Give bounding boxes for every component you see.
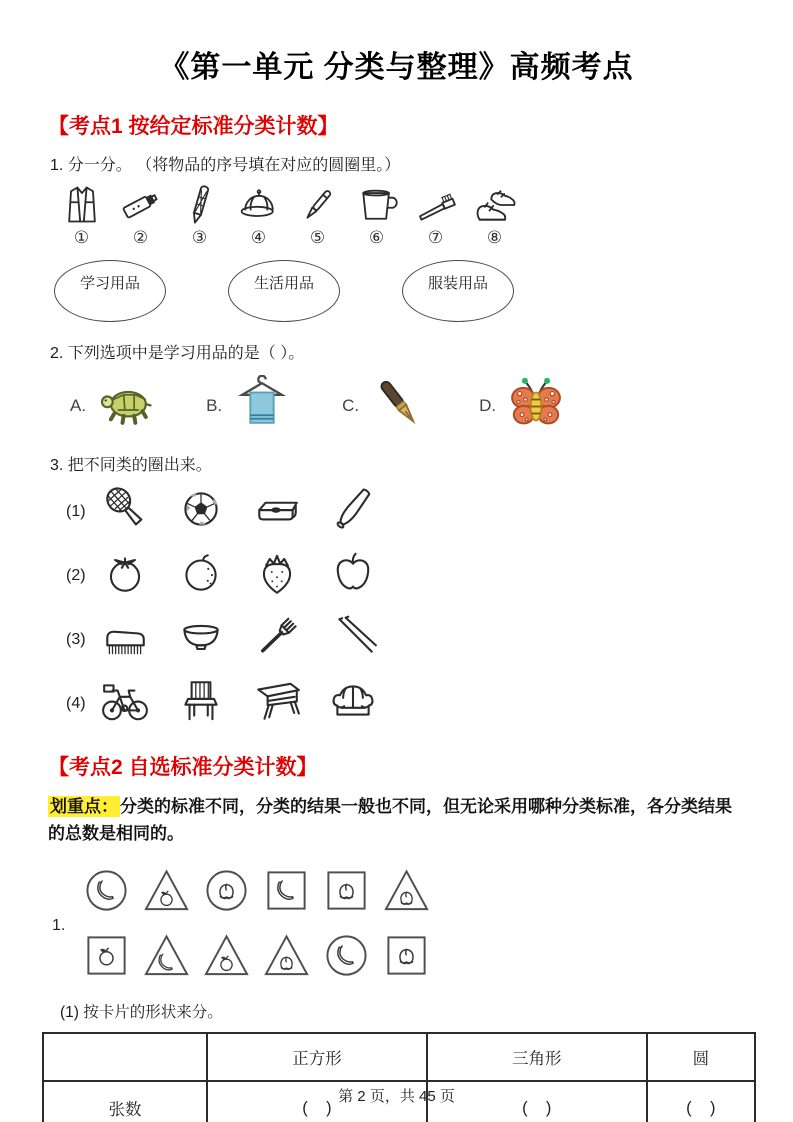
shoes-icon (465, 183, 524, 227)
circle-banana-card (323, 932, 383, 984)
key-point-note (48, 793, 745, 847)
item-number: ② (132, 228, 149, 247)
table-header-square: 正方形 (207, 1033, 427, 1081)
key-point-label: 划重点： (50, 797, 118, 816)
item-number: ⑧ (486, 228, 503, 247)
item-number: ⑤ (309, 228, 326, 247)
square-apple-card (83, 932, 143, 984)
card-row (83, 932, 443, 984)
shape-count-table (42, 1032, 756, 1122)
question1-item (288, 183, 347, 248)
bowl-icon (176, 612, 252, 667)
item-number: ④ (250, 228, 267, 247)
question2-option (70, 375, 154, 436)
row-label: (3) (66, 630, 86, 648)
square-banana-card (263, 867, 323, 919)
row-label: (4) (66, 694, 86, 712)
triangle-banana-card (143, 932, 203, 984)
question2-options-row (70, 375, 745, 436)
key-point-text: 分类的标准不同，分类的结果一般也不同，但无论采用哪种分类标准，各分类结果的总数是相同的。 (48, 797, 732, 844)
section2-heading: 【考点2 自选标准分类计数】 (48, 756, 318, 779)
chair-icon (176, 676, 252, 731)
question2-option (479, 375, 564, 436)
question3-rows (48, 484, 745, 731)
question1-item (229, 183, 288, 248)
question1-text: 1. 分一分。 （将物品的序号填在对应的圆圈里。） (50, 157, 401, 174)
row-label: (2) (66, 566, 86, 584)
triangle-apple-card (203, 932, 263, 984)
category-oval: 生活用品 (228, 260, 340, 322)
question1-item (406, 183, 465, 248)
sub-question1-text: (1) 按卡片的形状来分。 (60, 1004, 223, 1022)
triangle-apple-card (143, 867, 203, 919)
coat-icon (52, 183, 111, 227)
square-peach-card (323, 867, 383, 919)
table-row-label: 张数 (43, 1081, 207, 1122)
table-cell-square-count: ( ) (207, 1081, 427, 1122)
tomato-icon (100, 548, 176, 603)
question3-row (66, 484, 745, 539)
question3-row (66, 612, 745, 667)
item-number: ③ (191, 228, 208, 247)
category-oval: 学习用品 (54, 260, 166, 322)
option-label: B. (206, 395, 223, 415)
soccer-ball-icon (176, 484, 252, 539)
fountain-pen-icon (371, 375, 427, 436)
question2-text: 2. 下列选项中是学习用品的是（ ）。 (50, 345, 305, 362)
question1-item (170, 183, 229, 248)
towel-icon (234, 375, 290, 436)
baseball-bat-icon (328, 484, 404, 539)
cap-icon (229, 183, 288, 227)
table-cell-triangle-count: ( ) (427, 1081, 647, 1122)
butterfly-icon (508, 375, 564, 436)
card-row (83, 867, 443, 919)
circle-banana-card (83, 867, 143, 919)
triangle-peach-card (383, 867, 443, 919)
table-header-triangle: 三角形 (427, 1033, 647, 1081)
question1-item (111, 183, 170, 248)
question1-item (52, 183, 111, 248)
comb-icon (100, 612, 176, 667)
option-label: A. (70, 395, 87, 415)
circle-peach-card (203, 867, 263, 919)
row-label: (1) (66, 502, 86, 520)
cards-question-number: 1. (52, 916, 66, 934)
section1-heading: 【考点1 按给定标准分类计数】 (48, 115, 339, 138)
triangle-peach-card (263, 932, 323, 984)
category-oval: 服装用品 (402, 260, 514, 322)
chopsticks-icon (328, 612, 404, 667)
item-number: ① (73, 228, 90, 247)
question3-text: 3. 把不同类的圈出来。 (50, 457, 212, 474)
turtle-icon (98, 375, 154, 436)
desk-icon (252, 676, 328, 731)
tennis-racket-icon (100, 484, 176, 539)
category-ovals-row (54, 260, 745, 322)
toothbrush-icon (406, 183, 465, 227)
apple-icon (328, 548, 404, 603)
question3-row (66, 676, 745, 731)
question1-item (465, 183, 524, 248)
pencil-case-icon (252, 484, 328, 539)
square-peach-card (383, 932, 443, 984)
option-label: C. (342, 395, 360, 415)
toothpaste-icon (111, 183, 170, 227)
table-header-row (43, 1033, 755, 1081)
pencil-icon (170, 183, 229, 227)
question1-item (347, 183, 406, 248)
strawberry-icon (252, 548, 328, 603)
pen-icon (288, 183, 347, 227)
question3-row (66, 548, 745, 603)
page-number-footer: 第 2 页，共 45 页 (338, 1088, 455, 1105)
question2-option (206, 375, 290, 436)
option-label: D. (479, 395, 497, 415)
fork-icon (252, 612, 328, 667)
item-number: ⑦ (427, 228, 444, 247)
orange-icon (176, 548, 252, 603)
question1-items-row (52, 183, 745, 248)
page-title: 《第一单元 分类与整理》高频考点 (159, 51, 634, 84)
bicycle-icon (100, 676, 176, 731)
cards-grid (83, 867, 443, 984)
table-header-blank (43, 1033, 207, 1081)
cup-icon (347, 183, 406, 227)
sofa-icon (328, 676, 404, 731)
cards-block (52, 867, 745, 984)
table-cell-circle-count: ( ) (647, 1081, 755, 1122)
question2-option (342, 375, 427, 436)
item-number: ⑥ (368, 228, 385, 247)
table-header-circle: 圆 (647, 1033, 755, 1081)
